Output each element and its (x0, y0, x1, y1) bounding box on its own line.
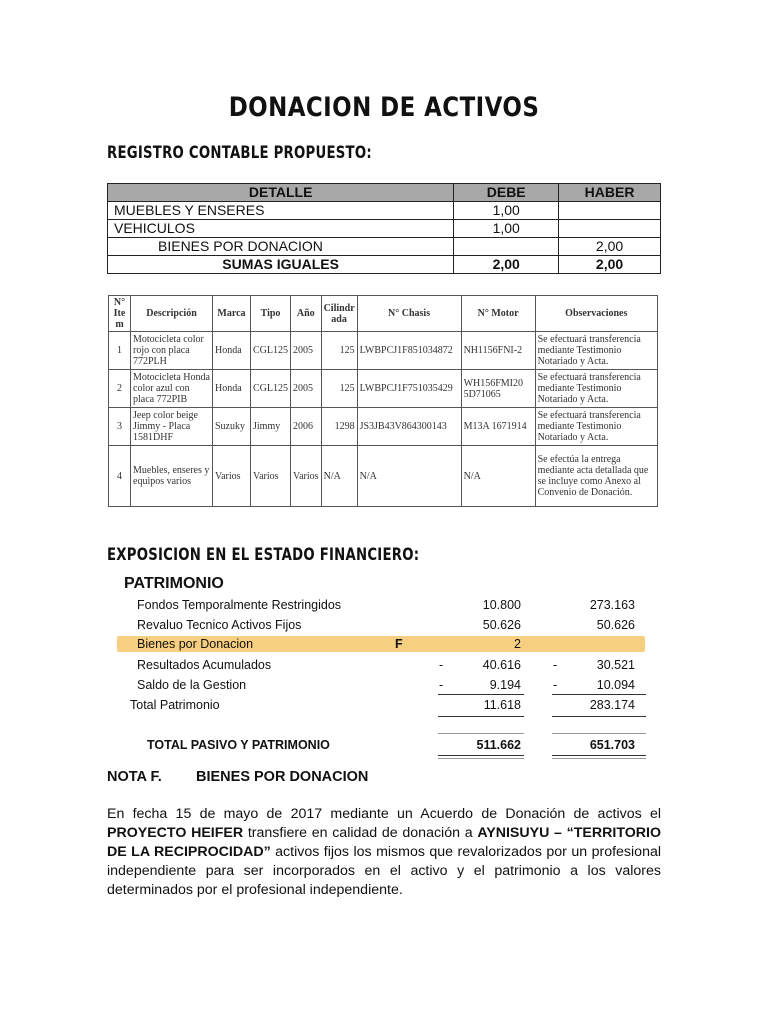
nota-label: NOTA F. (107, 769, 162, 785)
chasis-cell: LWBPCJ1F851034872 (357, 332, 461, 370)
overline (438, 733, 524, 734)
tipo-cell: Jimmy (251, 408, 291, 446)
col-motor: N° Motor (461, 296, 535, 332)
motor-cell: NH1156FNI-2 (461, 332, 535, 370)
fin-label: Saldo de la Gestion (137, 678, 247, 692)
tipo-cell: Varios (251, 446, 291, 507)
observaciones-cell: Se efectuará transferencia mediante Testimonio Notariado y Acta. (535, 408, 657, 446)
fin-value-2: 651.703 (589, 738, 635, 752)
col-item: N° Ite m (109, 296, 131, 332)
fin-label: TOTAL PASIVO Y PATRIMONIO (147, 738, 330, 752)
item-cell: 3 (109, 408, 131, 446)
double-underline (438, 758, 524, 759)
page-title: DONACION DE ACTIVOS (228, 92, 540, 123)
minus-sign-2: - (553, 658, 558, 672)
detalle-cell: BIENES POR DONACION (108, 238, 454, 256)
fin-row-highlighted (137, 635, 657, 653)
fin-label: Revaluo Tecnico Activos Fijos (137, 618, 302, 632)
debe-cell (454, 238, 559, 256)
fin-row (137, 616, 657, 634)
underline (552, 694, 646, 695)
fin-label: Bienes por Donacion (137, 637, 254, 651)
col-observaciones: Observaciones (535, 296, 657, 332)
minus-sign-2: - (553, 678, 558, 692)
item-cell: 2 (109, 370, 131, 408)
table-row (109, 408, 658, 446)
activos-header-row (109, 296, 658, 332)
motor-cell: M13A 1671914 (461, 408, 535, 446)
exposicion-heading: EXPOSICION EN EL ESTADO FINANCIERO: (107, 545, 420, 565)
col-tipo: Tipo (251, 296, 291, 332)
registro-header-row (108, 184, 661, 202)
fin-value-1: 11.618 (483, 698, 521, 712)
cilindrada-cell: 125 (321, 370, 357, 408)
cilindrada-cell: N/A (321, 446, 357, 507)
overline (552, 733, 646, 734)
table-row (109, 446, 658, 507)
fin-label: Resultados Acumulados (137, 658, 272, 672)
total-patrimonio-row (130, 696, 650, 714)
detalle-cell: VEHICULOS (108, 220, 454, 238)
col-descripcion: Descripción (131, 296, 213, 332)
nota-title: BIENES POR DONACION (196, 769, 369, 785)
descripcion-cell: Motocicleta color rojo con placa 772PLH (131, 332, 213, 370)
fin-value-2: 273.163 (589, 598, 635, 612)
fin-value-1: 40.616 (482, 658, 521, 672)
table-row (109, 370, 658, 408)
fin-value-2: 10.094 (596, 678, 635, 692)
minus-sign-1: - (439, 658, 444, 672)
anio-cell: Varios (291, 446, 322, 507)
anio-cell: 2006 (291, 408, 322, 446)
haber-cell: 2,00 (559, 238, 661, 256)
nota-ref: F (395, 637, 403, 651)
total-pasivo-row (147, 736, 667, 754)
double-underline (438, 755, 524, 756)
detalle-cell: MUEBLES Y ENSERES (108, 202, 454, 220)
descripcion-cell: Muebles, enseres y equipos varios (131, 446, 213, 507)
tipo-cell: CGL125 (251, 332, 291, 370)
total-row (108, 256, 661, 274)
fin-value-1: 10.800 (482, 598, 521, 612)
fin-row (137, 596, 657, 614)
para-text: activos fijos los mismos que revalorizados por un profesional independiente para ser incorporados en el activo y el patrimonio a los valores determinados por el profesional independiente. (107, 844, 661, 898)
observaciones-cell: Se efectúa la entrega mediante acta detallada que se incluye como Anexo al Convenio de Donación. (535, 446, 657, 507)
nota-paragraph (107, 805, 661, 900)
para-text: En fecha 15 de mayo de 2017 mediante un Acuerdo de Donación de activos el (107, 806, 661, 822)
haber-cell (559, 220, 661, 238)
fin-row (137, 656, 657, 674)
item-cell: 4 (109, 446, 131, 507)
tipo-cell: CGL125 (251, 370, 291, 408)
motor-cell: N/A (461, 446, 535, 507)
registro-table (107, 183, 661, 274)
col-haber: HABER (559, 184, 661, 202)
col-chasis: N° Chasis (357, 296, 461, 332)
marca-cell: Varios (213, 446, 251, 507)
item-cell: 1 (109, 332, 131, 370)
col-marca: Marca (213, 296, 251, 332)
underline (552, 716, 646, 717)
total-debe: 2,00 (454, 256, 559, 274)
fin-value-1: 511.662 (476, 738, 521, 752)
marca-cell: Honda (213, 370, 251, 408)
debe-cell: 1,00 (454, 220, 559, 238)
motor-cell: WH156FMI20 5D71065 (461, 370, 535, 408)
anio-cell: 2005 (291, 332, 322, 370)
anio-cell: 2005 (291, 370, 322, 408)
chasis-cell: JS3JB43V864300143 (357, 408, 461, 446)
observaciones-cell: Se efectuará transferencia mediante Testimonio Notariado y Acta. (535, 332, 657, 370)
fin-value-2: 283.174 (589, 698, 635, 712)
col-anio: Año (291, 296, 322, 332)
para-text: transfiere en calidad de donación a (243, 825, 478, 841)
col-debe: DEBE (454, 184, 559, 202)
cilindrada-cell: 125 (321, 332, 357, 370)
marca-cell: Honda (213, 332, 251, 370)
haber-cell (559, 202, 661, 220)
total-haber: 2,00 (559, 256, 661, 274)
observaciones-cell: Se efectuará transferencia mediante Testimonio Notariado y Acta. (535, 370, 657, 408)
fin-value-2: 50.626 (596, 618, 635, 632)
minus-sign-1: - (439, 678, 444, 692)
double-underline (552, 758, 646, 759)
fin-value-1: 9.194 (489, 678, 521, 692)
double-underline (552, 755, 646, 756)
col-detalle: DETALLE (108, 184, 454, 202)
chasis-cell: LWBPCJ1F751035429 (357, 370, 461, 408)
col-cilindrada: Cilindr ada (321, 296, 357, 332)
chasis-cell: N/A (357, 446, 461, 507)
fin-value-1: 2 (514, 637, 521, 651)
para-bold: AYNISUYU – “TERRITORIO DE LA RECIPROCIDAD” (107, 825, 661, 860)
debe-cell: 1,00 (454, 202, 559, 220)
patrimonio-heading: PATRIMONIO (124, 575, 224, 592)
table-row (108, 220, 661, 238)
para-bold: PROYECTO HEIFER (107, 825, 244, 841)
fin-value-1: 50.626 (482, 618, 521, 632)
registro-heading: REGISTRO CONTABLE PROPUESTO: (107, 143, 372, 163)
fin-row (137, 676, 657, 694)
fin-label: Total Patrimonio (130, 698, 220, 712)
descripcion-cell: Jeep color beige Jimmy - Placa 1581DHF (131, 408, 213, 446)
marca-cell: Suzuky (213, 408, 251, 446)
fin-label: Fondos Temporalmente Restringidos (137, 598, 342, 612)
total-label: SUMAS IGUALES (108, 256, 454, 274)
descripcion-cell: Motocicleta Honda color azul con placa 772PIB (131, 370, 213, 408)
table-row (108, 238, 661, 256)
fin-value-2: 30.521 (596, 658, 635, 672)
table-row (109, 332, 658, 370)
underline (438, 716, 524, 717)
underline (438, 694, 524, 695)
cilindrada-cell: 1298 (321, 408, 357, 446)
table-row (108, 202, 661, 220)
activos-table (108, 295, 658, 507)
